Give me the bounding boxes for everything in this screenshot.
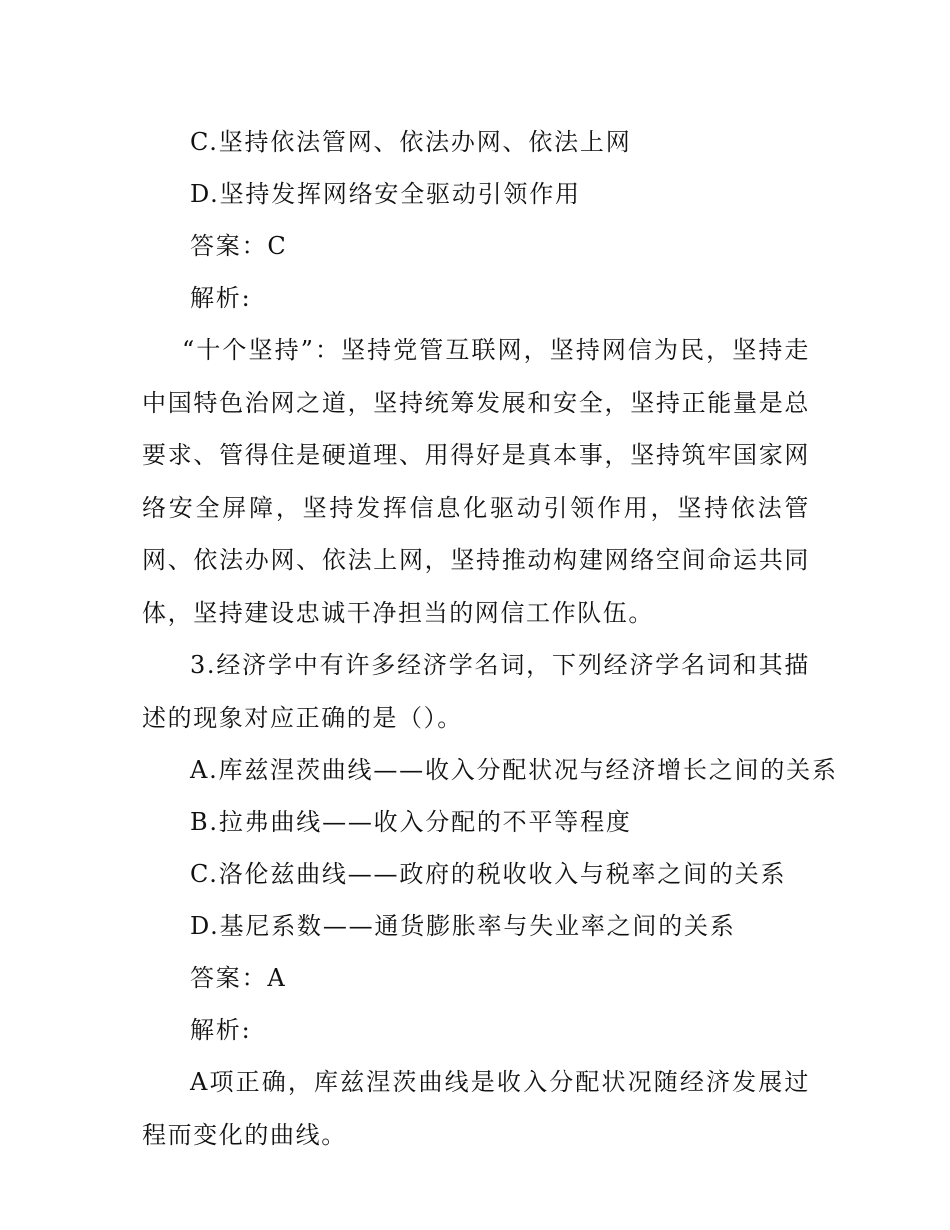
q2-answer: 答案：C (190, 232, 288, 260)
q3-analysis-text: A项正确，库兹涅茨曲线是收入分配状况随经济发展过程而变化的曲线。 (142, 1068, 810, 1149)
q2-analysis-label: 解析: (190, 284, 252, 312)
document-content (142, 116, 838, 1161)
q3-answer: 答案：A (190, 964, 287, 992)
q3-analysis-label: 解析: (190, 1016, 252, 1044)
q3-option-a: A.库兹涅茨曲线——收入分配状况与经济增长之间的关系 (190, 756, 838, 784)
q2-option-d: D.坚持发挥网络安全驱动引领作用 (190, 180, 581, 208)
q3-option-b: B.拉弗曲线——收入分配的不平等程度 (190, 808, 632, 836)
q3-option-d: D.基尼系数——通货膨胀率与失业率之间的关系 (190, 912, 736, 940)
q3-stem: 3.经济学中有许多经济学名词，下列经济学名词和其描述的现象对应正确的是（）。 (142, 651, 810, 732)
q2-analysis-text: “十个坚持”：坚持党管互联网，坚持网信为民，坚持走中国特色治网之道，坚持统筹发展和安全，坚持正能量是总要求、管得住是硬道理、用得好是真本事，坚持筑牢国家网络安全屏障，坚持发挥信息化驱动引领作用，坚持依法管网、依法办网、依法上网，坚持推动构建网络空间命运共同体，坚持建设忠诚干净担当的网信工作队伍。 (142, 336, 810, 627)
q3-option-c: C.洛伦兹曲线——政府的税收收入与税率之间的关系 (190, 860, 787, 888)
q2-option-c: C.坚持依法管网、依法办网、依法上网 (190, 128, 632, 156)
